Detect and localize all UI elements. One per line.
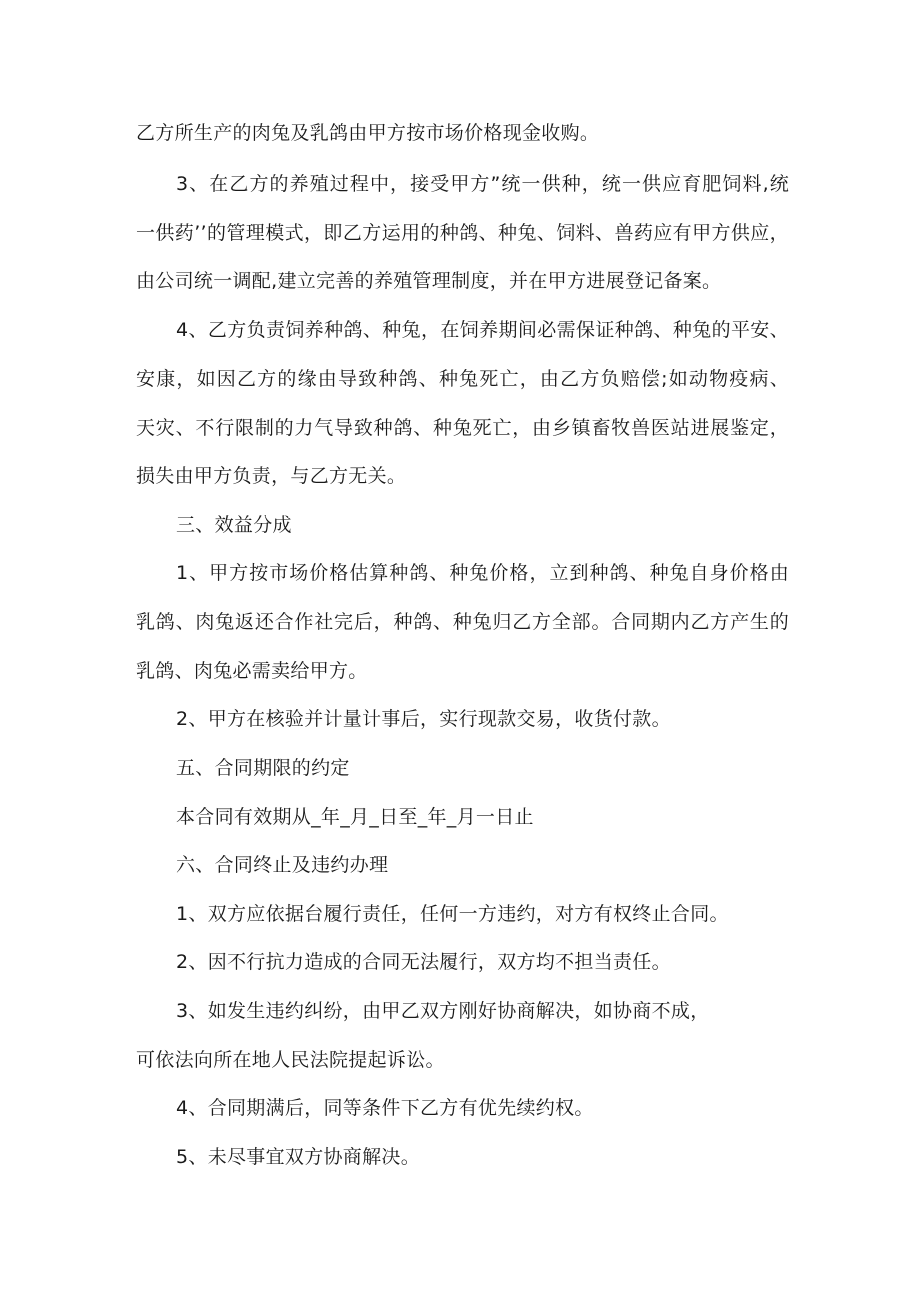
paragraph-line: 5、未尽事宜双方协商解决。 [176,1146,420,1168]
paragraph-line: 安康，如因乙方的缘由导致种鸽、种兔死亡，由乙方负赔偿;如动物疫病、 [136,368,789,390]
paragraph-line: 天灾、不行限制的力气导致种鸽、种兔死亡，由乡镇畜牧兽医站进展鉴定， [136,417,789,439]
paragraph-line: 2、甲方在核验并计量计事后，实行现款交易，收货付款。 [176,708,671,730]
paragraph-line: 损失由甲方负责，与乙方无关。 [136,465,407,487]
paragraph-line: 3、如发生违约纠纷，由甲乙双方刚好协商解决，如协商不成， [176,1000,710,1022]
paragraph-line: 4、合同期满后，同等条件下乙方有优先续约权。 [176,1097,594,1119]
paragraph-line: 1、甲方按市场价格估算种鸽、种兔价格，立到种鸽、种兔自身价格由 [176,562,789,584]
section-heading: 六、合同终止及违约办理 [176,854,389,876]
paragraph-line: 由公司统一调配,建立完善的养殖管理制度，并在甲方进展登记备案。 [136,270,722,292]
paragraph-line: 乳鸽、肉兔必需卖给甲方。 [136,660,368,682]
section-heading: 三、效益分成 [176,514,292,536]
paragraph-line: 乳鸽、肉兔返还合作社完后，种鸽、种兔归乙方全部。合同期内乙方产生的 [136,611,789,633]
section-heading: 五、合同期限的约定 [176,757,350,779]
paragraph-line: 乙方所生产的肉兔及乳鸽由甲方按市场价格现金收购。 [136,122,600,144]
paragraph-line: 1、双方应依据台履行责任，任何一方违约，对方有权终止合同。 [176,903,729,925]
paragraph-line: 一供药’’的管理模式，即乙方运用的种鸽、种兔、饲料、兽药应有甲方供应， [136,222,789,244]
paragraph-line: 本合同有效期从_年_月_日至_年_月一日止 [176,806,534,828]
paragraph-line: 可依法向所在地人民法院提起诉讼。 [136,1049,445,1071]
paragraph-line: 3、在乙方的养殖过程中，接受甲方”统一供种，统一供应育肥饲料,统 [176,173,789,195]
paragraph-line: 2、因不行抗力造成的合同无法履行，双方均不担当责任。 [176,951,671,973]
paragraph-line: 4、乙方负责饲养种鸽、种兔，在饲养期间必需保证种鸽、种兔的平安、 [176,319,789,341]
